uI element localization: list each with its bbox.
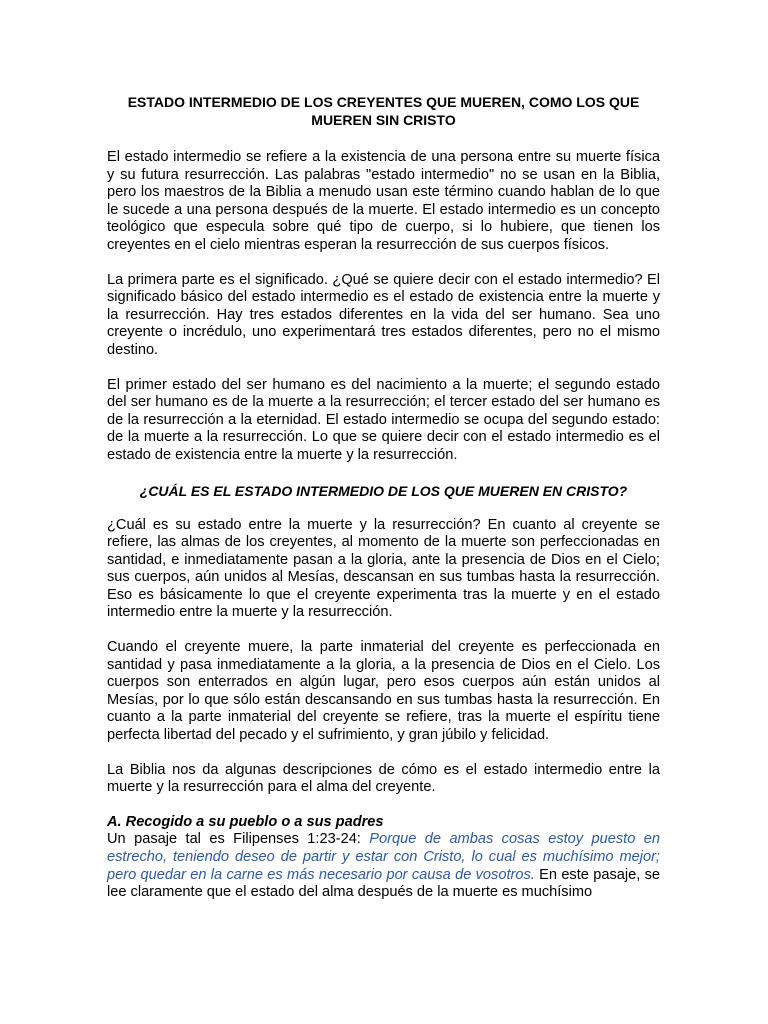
section-a-heading: A. Recogido a su pueblo o a sus padres: [107, 813, 384, 830]
document-title: ESTADO INTERMEDIO DE LOS CREYENTES QUE MUEREN, COMO LOS QUE MUEREN SIN CRISTO: [127, 94, 640, 128]
paragraph-three-states: El primer estado del ser humano es del nacimiento a la muerte; el segundo estado del ser humano es de la muerte a la resurrección; el tercer estado del ser humano es de la resurrección a la eternidad. El estado intermedio se ocupa del segundo estado: de la muerte a la resurrección. Lo que se quiere decir con el estado intermedio es el estado de existencia entre la muerte y la resurrección.: [107, 376, 660, 463]
paragraph-meaning: La primera parte es el significado. ¿Qué se quiere decir con el estado intermedio? El significado básico del estado intermedio es el estado de existencia entre la muerte y la resurrección. Hay tres estados diferentes en la vida del ser humano. Sea uno creyente o incrédulo, uno experimentará tres estados diferentes, pero no el mismo destino.: [107, 271, 660, 358]
document-page: [107, 93, 660, 919]
philippians-intro: Un pasaje tal es Filipenses 1:23-24:: [107, 831, 370, 848]
paragraph-state-between: ¿Cuál es su estado entre la muerte y la resurrección? En cuanto al creyente se refiere, las almas de los creyentes, al momento de la muerte son perfeccionadas en santidad, e inmediatamente pasan a la gloria, ante la presencia de Dios en el Cielo; sus cuerpos, aún unidos al Mesías, descansan en sus tumbas hasta la resurrección. Eso es básicamente lo que el creyente experimenta tras la muerte y en el estado intermedio entre la muerte y la resurrección.: [107, 516, 660, 621]
paragraph-bible-descriptions: La Biblia nos da algunas descripciones de cómo es el estado intermedio entre la muerte y la resurrección para el alma del creyente.: [107, 761, 660, 796]
philippians-continuation: En este pasaje, se lee claramente que el estado del alma después de la muerte es muchísimo: [107, 866, 660, 901]
paragraph-believer-dies: Cuando el creyente muere, la parte inmaterial del creyente es perfeccionada en santidad y pasa inmediatamente a la gloria, a la presencia de Dios en el Cielo. Los cuerpos son enterrados en algún lugar, pero esos cuerpos aún están unidos al Mesías, por lo que sólo están descansando en sus tumbas hasta la resurrección. En cuanto a la parte inmaterial del creyente se refiere, tras la muerte el espíritu tiene perfecta libertad del pecado y el sufrimiento, y gran júbilo y felicidad.: [107, 639, 660, 744]
paragraph-definition: El estado intermedio se refiere a la existencia de una persona entre su muerte física y su futura resurrección. Las palabras "estado intermedio" no se usan en la Biblia, pero los maestros de la Biblia a menudo usan este término cuando hablan de lo que le sucede a una persona después de la muerte. El estado intermedio es un concepto teológico que especula sobre qué tipo de cuerpo, si lo hubiere, que tienen los creyentes en el cielo mientras esperan la resurrección de sus cuerpos físicos.: [107, 149, 660, 253]
scripture-quote: Porque de ambas cosas estoy puesto en estrecho, teniendo deseo de partir y estar con Cristo, lo cual es muchísimo mejor; pero quedar en la carne es más necesario por causa de vosotros.: [107, 831, 660, 883]
paragraph-philippians: [107, 831, 660, 901]
section-subtitle: ¿CUÁL ES EL ESTADO INTERMEDIO DE LOS QUE MUEREN EN CRISTO?: [139, 482, 628, 499]
